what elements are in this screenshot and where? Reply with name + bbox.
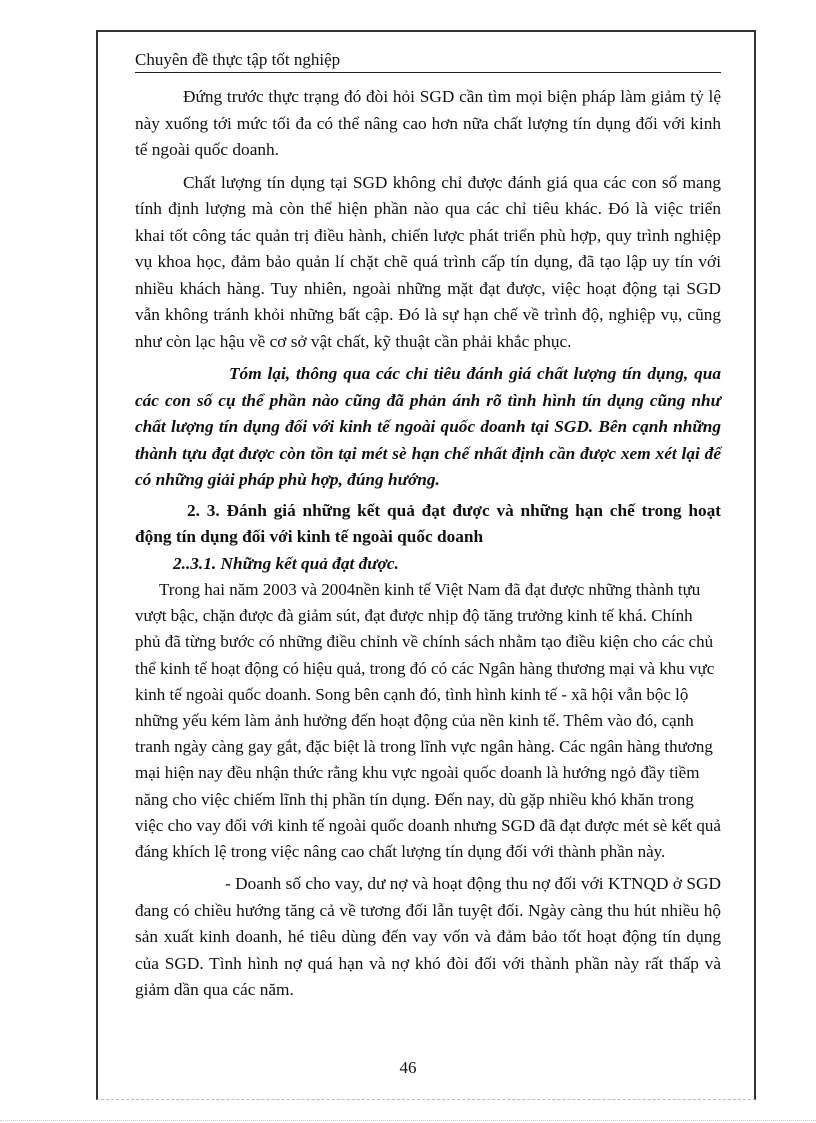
paragraph-5: - Doanh số cho vay, dư nợ và hoạt động thu nợ đối với KTNQD ở SGD đang có chiều hướng tăng cả về tương đối lẫn tuyệt đối. Ngày càng thu hút nhiều hộ sản xuất kinh doanh, hé tiêu dùng đến vay vốn và đảm bảo tốt hoạt động tín dụng của SGD. Tình hình nợ quá hạn và nợ khó đòi đối với thành phần này rất thấp và giảm dần qua các năm.: [135, 874, 721, 1000]
page-edge: [0, 1120, 816, 1121]
section-heading: 2. 3. Đánh giá những kết quả đạt được và những hạn chế trong hoạt động tín dụng đối với kinh tế ngoài quốc doanh: [135, 500, 721, 546]
paragraph-4: Trong hai năm 2003 và 2004nền kinh tế Việt Nam đã đạt được những thành tựu vượt bậc, chặn được đà giảm sút, đạt được nhịp độ tăng trưởng kinh tế khá. Chính phủ đã từng bước có những điều chỉnh về chính sách nhằm tạo điều kiện cho các chủ thể kinh tế hoạt động có hiệu quả, trong đó có các Ngân hàng thương mại và khu vực kinh tế ngoài quốc doanh. Song bên cạnh đó, tình hình kinh tế - xã hội vẫn bộc lộ những yếu kém làm ảnh hưởng đến hoạt động của nền kinh tế. Thêm vào đó, cạnh tranh ngày càng gay gắt, đặc biệt là trong lĩnh vực ngân hàng. Các ngân hàng thương mại hiện nay đều nhận thức rằng khu vực ngoài quốc doanh là hướng ngỏ đầy tiềm năng cho việc chiếm lĩnh thị phần tín dụng. Đến nay, dù gặp nhiều khó khăn trong việc cho vay đối với kinh tế ngoài quốc doanh nhưng SGD đã đạt được mét sè kết quả đáng khích lệ trong việc nâng cao chất lượng tín dụng đối với thành phần này.: [135, 580, 721, 862]
subsection-heading: 2..3.1. Những kết quả đạt được.: [173, 553, 399, 573]
page-number: 46: [399, 1058, 417, 1077]
paragraph-summary: Tóm lại, thông qua các chỉ tiêu đánh giá chất lượng tín dụng, qua các con số cụ thể phần nào cũng đã phản ánh rõ tình hình tín dụng cũng như chất lượng tín dụng đối với kinh tế ngoài quốc doanh tại SGD. Bên cạnh những thành tựu đạt được còn tồn tại mét sè hạn chế nhất định cần được xem xét lại để có những giải pháp phù hợp, đúng hướng.: [135, 364, 721, 489]
paragraph-2: Chất lượng tín dụng tại SGD không chỉ được đánh giá qua các con số mang tính định lượng mà còn thể hiện phần nào qua các chỉ tiêu khác. Đó là việc triển khai tốt công tác quản trị điều hành, chiến lược phát triển phù hợp, quy trình nghiệp vụ khoa học, đảm bảo quản lí chặt chẽ quá trình cấp tín dụng, đã tạo lập uy tín với nhiều khách hàng. Tuy nhiên, ngoài những mặt đạt được, việc hoạt động tại SGD vẫn không tránh khỏi những bất cập. Đó là sự hạn chế về trình độ, nghiệp vụ, cũng như còn lạc hậu về cơ sở vật chất, kỹ thuật cần phải khắc phục.: [135, 172, 721, 351]
page-header: [135, 50, 721, 73]
paragraph-1: Đứng trước thực trạng đó đòi hỏi SGD cần tìm mọi biện pháp làm giảm tỷ lệ này xuống tới mức tối đa có thể nâng cao hơn nữa chất lượng tín dụng đối với kinh tế ngoài quốc doanh.: [135, 87, 721, 159]
document-body: [135, 84, 721, 1004]
header-title: Chuyên đề thực tập tốt nghiệp: [135, 50, 341, 69]
